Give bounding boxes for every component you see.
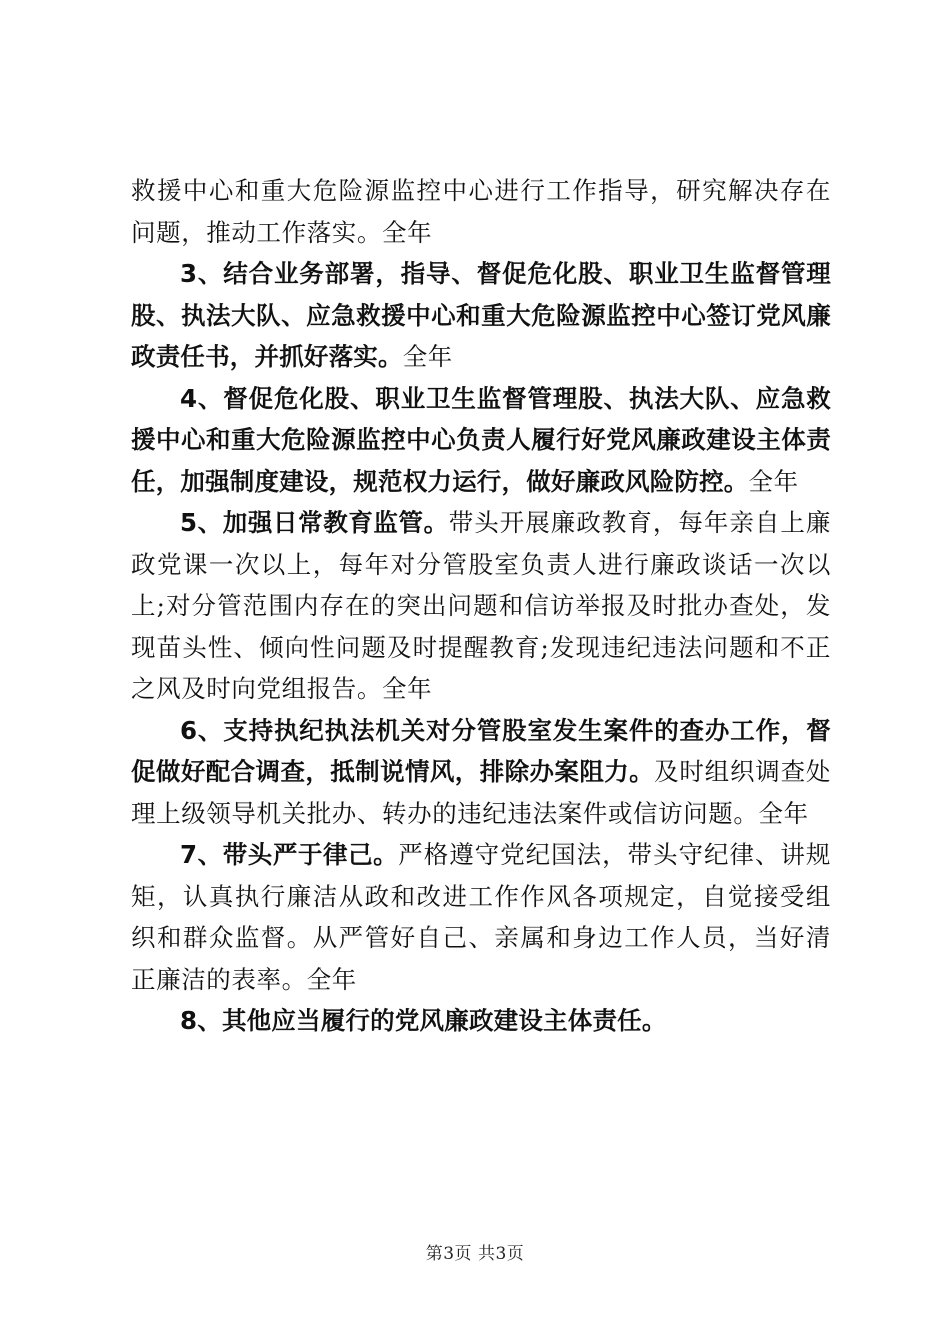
paragraph-lead: 7、带头严于律己。 bbox=[180, 840, 399, 869]
paragraph-text: 及时组织调查处理上级领导机关批办、转办的违纪违法案件或信访问题。全年 bbox=[131, 757, 832, 828]
paragraph-text: 全年 bbox=[402, 342, 453, 371]
paragraph-text: 救援中心和重大危险源监控中心进行工作指导，研究解决存在问题，推动工作落实。全年 bbox=[131, 176, 831, 247]
paragraph-item-6 bbox=[131, 710, 831, 835]
paragraph-text: 带头开展廉政教育，每年亲自上廉政党课一次以上，每年对分管股室负责人进行廉政谈话一次以上;对分管范围内存在的突出问题和信访举报及时批办查处，发现苗头性、倾向性问题及时提醒教育;发现违纪违法问题和不正之风及时向党组报告。全年 bbox=[131, 508, 832, 703]
paragraph-text: 严格遵守党纪国法，带头守纪律、讲规矩，认真执行廉洁从政和改进工作作风各项规定，自觉接受组织和群众监督。从严管好自己、亲属和身边工作人员，当好清正廉洁的表率。全年 bbox=[131, 840, 831, 994]
paragraph-item-7 bbox=[131, 834, 831, 1000]
paragraph-lead: 8、其他应当履行的党风廉政建设主体责任。 bbox=[180, 1006, 667, 1035]
paragraph-lead: 4、督促危化股、职业卫生监督管理股、执法大队、应急救援中心和重大危险源监控中心负责人履行好党风廉政建设主体责任，加强制度建设，规范权力运行，做好廉政风险防控。 bbox=[131, 383, 831, 496]
paragraph-lead: 3、结合业务部署，指导、督促危化股、职业卫生监督管理股、执法大队、应急救援中心和重大危险源监控中心签订党风廉政责任书，并抓好落实。 bbox=[131, 259, 831, 371]
page-number-label: 第3页 共3页 bbox=[425, 1244, 525, 1264]
paragraph-item-5 bbox=[131, 502, 831, 710]
document-body bbox=[131, 170, 831, 1042]
paragraph-continuation bbox=[131, 170, 831, 253]
paragraph-lead: 5、加强日常教育监管。 bbox=[180, 508, 449, 537]
paragraph-item-4 bbox=[131, 378, 831, 503]
page-footer bbox=[0, 1243, 950, 1265]
paragraph-text: 全年 bbox=[748, 466, 799, 496]
paragraph-lead: 6、支持执纪执法机关对分管股室发生案件的查办工作，督促做好配合调查，抵制说情风，排除办案阻力。 bbox=[131, 715, 831, 786]
paragraph-item-3 bbox=[131, 253, 831, 378]
paragraph-item-8 bbox=[131, 1000, 831, 1042]
